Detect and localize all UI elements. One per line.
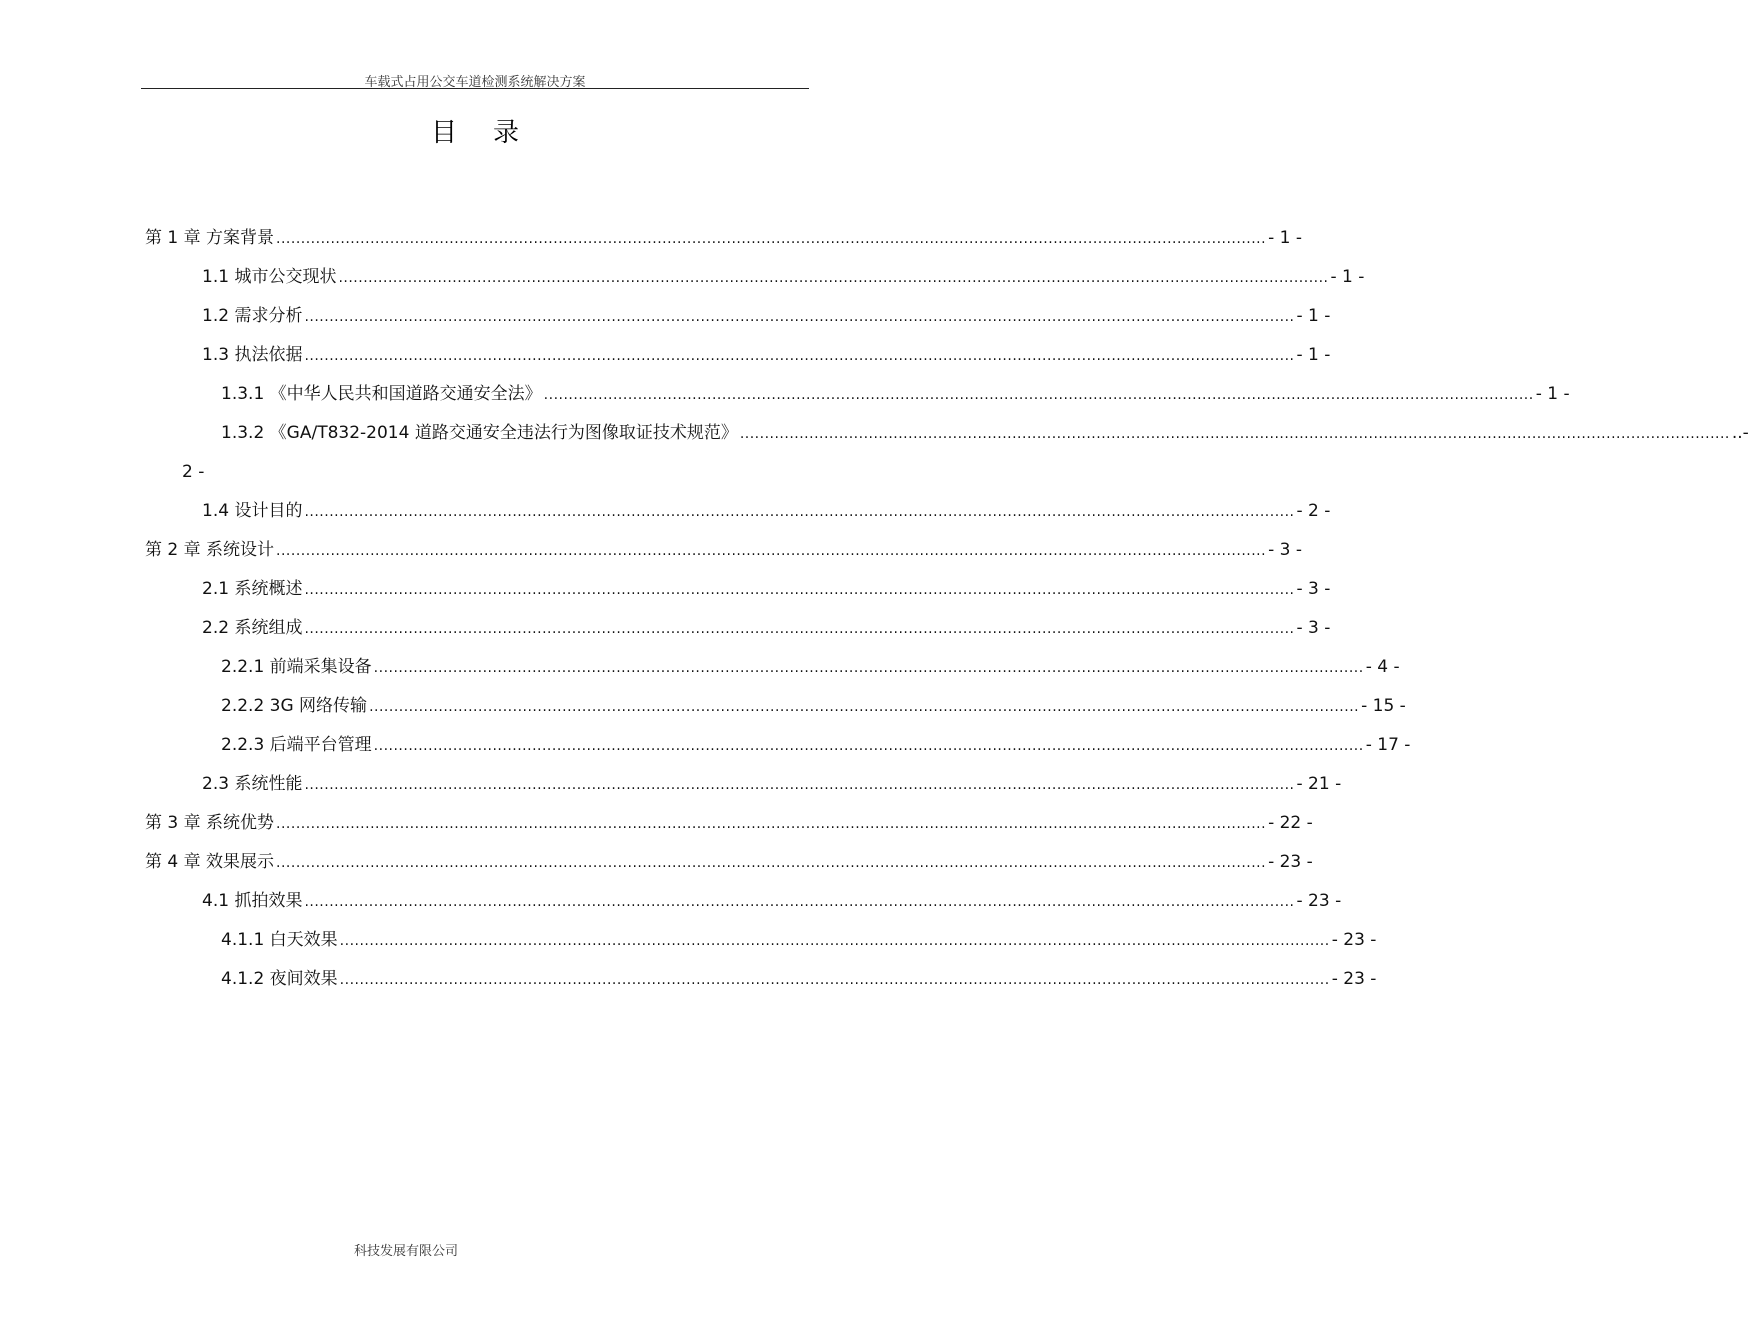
toc-entry-page: - 1 -: [1296, 306, 1331, 326]
toc-entry-1-4[interactable]: [202, 500, 1331, 522]
toc-entry-2-3[interactable]: [202, 773, 1342, 795]
toc-entry-label: 1.3.1 《中华人民共和国道路交通安全法》: [221, 384, 542, 404]
toc-dot-leader: ........................................................................................................................................................................................................: [304, 309, 1295, 325]
toc-entry-chapter-2[interactable]: [145, 539, 1302, 561]
toc-entry-page: - 1 -: [1330, 267, 1365, 287]
toc-dot-leader: ........................................................................................................................................................................................................: [304, 777, 1295, 793]
toc-entry-page: - 21 -: [1296, 774, 1342, 794]
toc-entry-2-2-3[interactable]: [221, 734, 1411, 756]
toc-dot-leader: ........................................................................................................................................................................................................: [276, 855, 1267, 871]
toc-entry-label: 4.1 抓拍效果: [202, 891, 303, 911]
toc-entry-page: - 17 -: [1365, 735, 1411, 755]
toc-entry-1-1[interactable]: [202, 266, 1365, 288]
toc-entry-page: - 3 -: [1296, 579, 1331, 599]
toc-entry-label: 1.3.2 《GA/T832-2014 道路交通安全违法行为图像取证技术规范》: [221, 423, 738, 443]
toc-dot-leader: ........................................................................................................................................................................................................: [304, 582, 1295, 598]
toc-entry-page: - 23 -: [1331, 930, 1377, 950]
toc-entry-label: 1.1 城市公交现状: [202, 267, 337, 287]
toc-entry-page: - 23 -: [1296, 891, 1342, 911]
toc-entry-page: - 1 -: [1268, 228, 1302, 248]
toc-title: 目录: [430, 118, 555, 148]
toc-dot-leader: ........................................................................................................................................................................................................: [304, 504, 1295, 520]
toc-entry-label: 第 1 章 方案背景: [145, 228, 275, 248]
toc-dot-leader: ........................................................................................................................................................................................................: [339, 972, 1330, 988]
toc-entry-label: 第 2 章 系统设计: [145, 540, 275, 560]
header-title: 车载式占用公交车道检测系统解决方案: [364, 75, 586, 90]
toc-entry-label: 第 4 章 效果展示: [145, 852, 275, 872]
toc-entry-chapter-4[interactable]: [145, 851, 1313, 873]
toc-entry-chapter-3[interactable]: [145, 812, 1313, 834]
toc-entry-continuation: 2 -: [182, 462, 205, 482]
toc-dot-leader: ........................................................................................................................................................................................................: [373, 738, 1364, 754]
toc-dot-leader: ........................................................................................................................................................................................................: [304, 894, 1295, 910]
toc-entry-label: 1.4 设计目的: [202, 501, 303, 521]
toc-entry-label: 2.3 系统性能: [202, 774, 303, 794]
toc-dot-leader: ........................................................................................................................................................................................................: [304, 348, 1295, 364]
toc-entry-label: 2.1 系统概述: [202, 579, 303, 599]
toc-entry-page: - 1 -: [1296, 345, 1331, 365]
toc-entry-label: 4.1.2 夜间效果: [221, 969, 338, 989]
toc-entry-page: - 1 -: [1535, 384, 1570, 404]
toc-entry-1-3-1[interactable]: [221, 383, 1570, 405]
toc-entry-1-2[interactable]: [202, 305, 1331, 327]
toc-entry-page: - 4 -: [1365, 657, 1400, 677]
toc-entry-label: 2.2.3 后端平台管理: [221, 735, 372, 755]
toc-entry-page: - 23 -: [1268, 852, 1313, 872]
toc-dot-leader: ........................................................................................................................................................................................................: [339, 933, 1330, 949]
header-divider: [141, 88, 809, 89]
toc-entry-label: 第 3 章 系统优势: [145, 813, 275, 833]
toc-dot-leader: ........................................................................................................................................................................................................: [543, 387, 1534, 403]
toc-entry-page: - 3 -: [1296, 618, 1331, 638]
toc-dot-leader: ........................................................................................................................................................................................................: [304, 621, 1295, 637]
toc-entry-2-2-2[interactable]: [221, 695, 1406, 717]
toc-entry-4-1-2[interactable]: [221, 968, 1377, 990]
toc-entry-label: 2.2.1 前端采集设备: [221, 657, 372, 677]
toc-entry-2-2-1[interactable]: [221, 656, 1400, 678]
toc-dot-leader: ........................................................................................................................................................................................................: [276, 543, 1267, 559]
toc-entry-page: - 22 -: [1268, 813, 1313, 833]
toc-entry-label: 1.2 需求分析: [202, 306, 303, 326]
toc-entry-label: 1.3 执法依据: [202, 345, 303, 365]
toc-entry-page: ..-: [1731, 423, 1749, 443]
toc-entry-page: - 15 -: [1361, 696, 1406, 716]
toc-dot-leader: ........................................................................................................................................................................................................: [373, 660, 1364, 676]
toc-entry-page: - 2 -: [1296, 501, 1331, 521]
toc-entry-1-3-2[interactable]: [221, 422, 1749, 444]
toc-entry-chapter-1[interactable]: [145, 227, 1302, 249]
toc-entry-4-1[interactable]: [202, 890, 1342, 912]
toc-entry-label: 4.1.1 白天效果: [221, 930, 338, 950]
toc-dot-leader: ........................................................................................................................................................................................................: [739, 426, 1730, 442]
toc-entry-2-2[interactable]: [202, 617, 1331, 639]
toc-entry-2-1[interactable]: [202, 578, 1331, 600]
toc-entry-page: - 3 -: [1268, 540, 1302, 560]
toc-entry-page: - 23 -: [1331, 969, 1377, 989]
toc-entry-label: 2.2 系统组成: [202, 618, 303, 638]
toc-dot-leader: ........................................................................................................................................................................................................: [369, 699, 1360, 715]
toc-dot-leader: ........................................................................................................................................................................................................: [276, 231, 1267, 247]
footer-company: 科技发展有限公司: [354, 1244, 459, 1259]
toc-dot-leader: ........................................................................................................................................................................................................: [338, 270, 1329, 286]
toc-dot-leader: ........................................................................................................................................................................................................: [276, 816, 1267, 832]
toc-entry-label: 2.2.2 3G 网络传输: [221, 696, 368, 716]
toc-entry-4-1-1[interactable]: [221, 929, 1377, 951]
toc-entry-1-3[interactable]: [202, 344, 1331, 366]
